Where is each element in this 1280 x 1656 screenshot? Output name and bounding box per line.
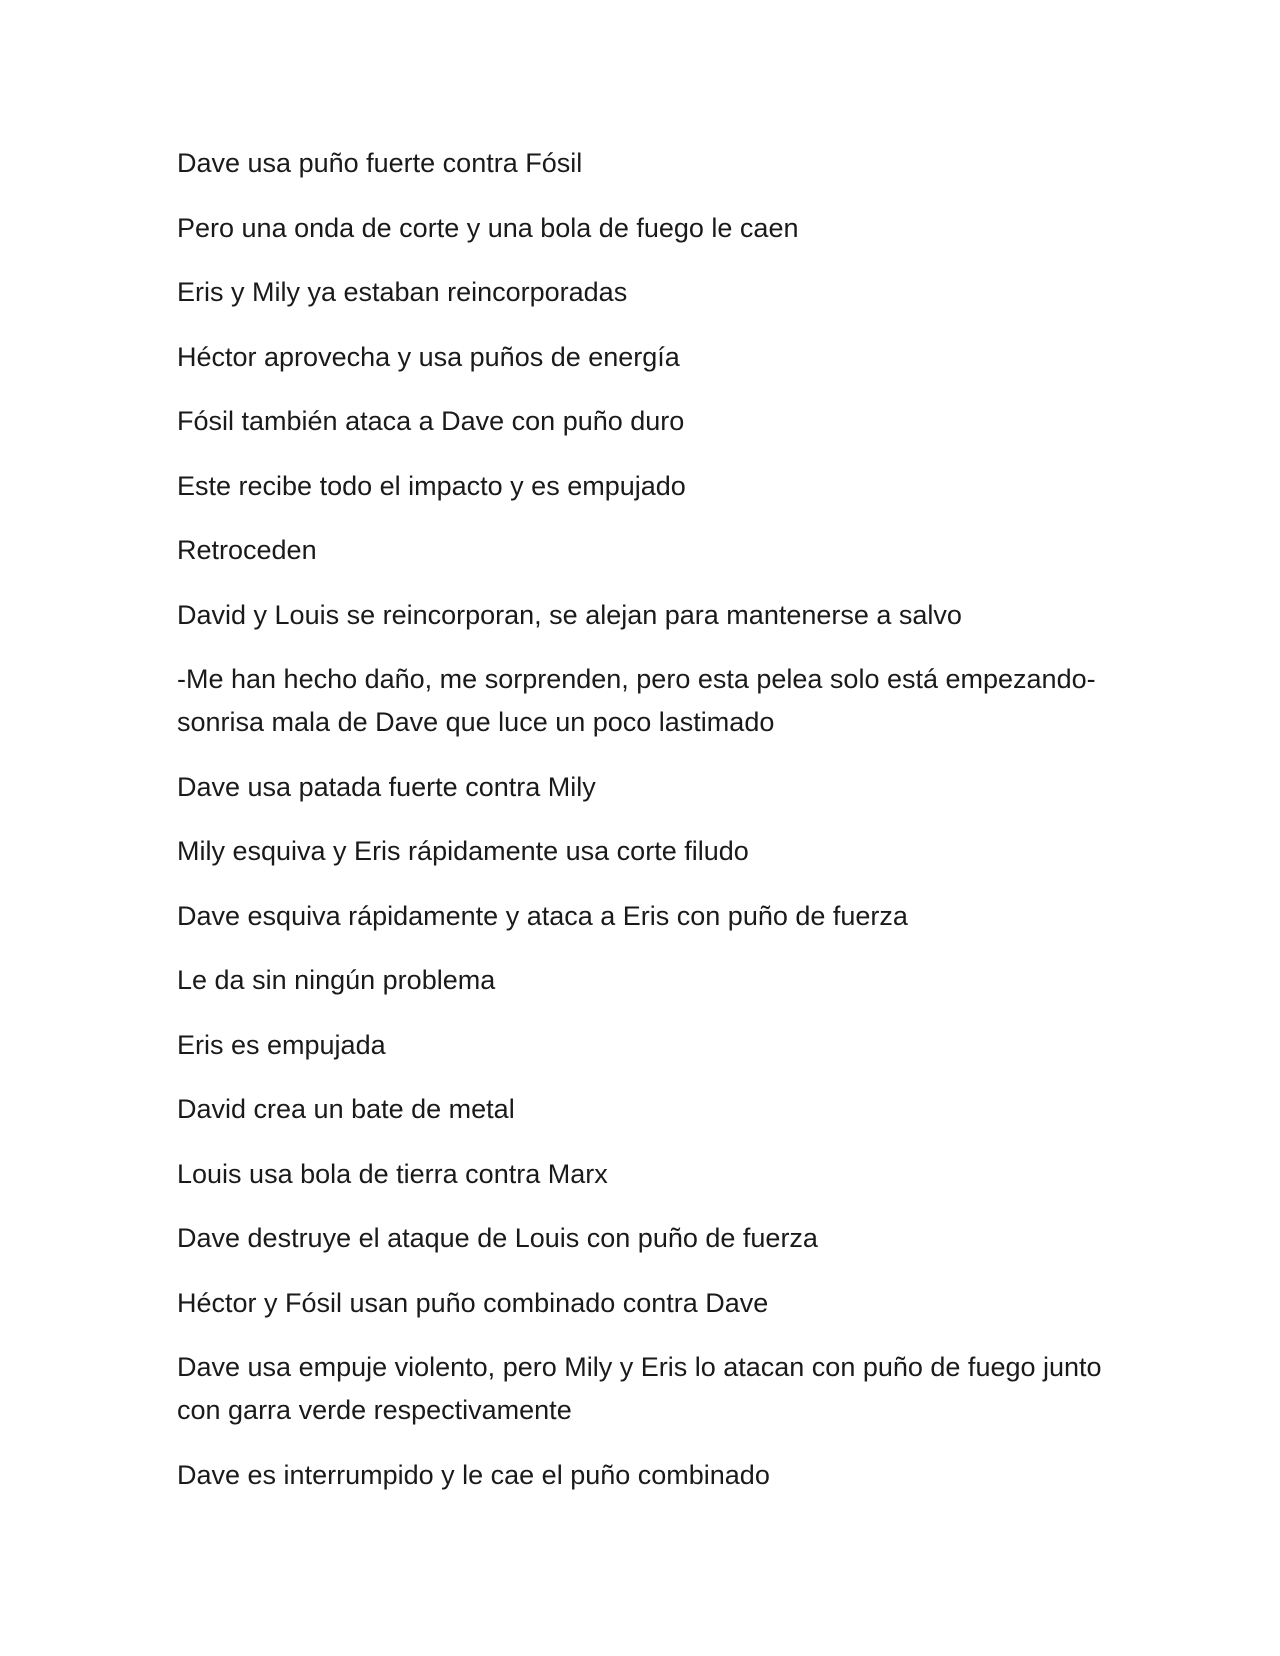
paragraph-4: Héctor aprovecha y usa puños de energía <box>177 341 680 372</box>
paragraph-8: David y Louis se reincorporan, se alejan para mantenerse a salvo <box>177 599 962 630</box>
paragraph-18: Héctor y Fósil usan puño combinado contra Dave <box>177 1287 769 1318</box>
paragraph-3: Eris y Mily ya estaban reincorporadas <box>177 277 628 307</box>
paragraph-10: Dave usa patada fuerte contra Mily <box>177 771 596 802</box>
paragraph-13: Le da sin ningún problema <box>177 965 496 995</box>
paragraph-2: Pero una onda de corte y una bola de fuego le caen <box>177 212 799 243</box>
paragraph-12: Dave esquiva rápidamente y ataca a Eris con puño de fuerza <box>177 900 908 931</box>
paragraph-15: David crea un bate de metal <box>177 1094 515 1124</box>
paragraph-11: Mily esquiva y Eris rápidamente usa corte filudo <box>177 836 749 866</box>
paragraph-14: Eris es empujada <box>177 1029 386 1060</box>
paragraph-7: Retroceden <box>177 535 317 565</box>
paragraph-16: Louis usa bola de tierra contra Marx <box>177 1158 608 1189</box>
paragraph-6: Este recibe todo el impacto y es empujado <box>177 470 686 501</box>
paragraph-9: -Me han hecho daño, me sorprenden, pero esta pelea solo está empezando- sonrisa mala de Dave que luce un poco lastimado <box>177 664 1096 737</box>
paragraph-17: Dave destruye el ataque de Louis con puño de fuerza <box>177 1223 818 1253</box>
paragraph-5: Fósil también ataca a Dave con puño duro <box>177 406 685 436</box>
paragraph-19: Dave usa empuje violento, pero Mily y Eris lo atacan con puño de fuego junto con garra verde respectivamente <box>177 1352 1102 1425</box>
paragraph-1: Dave usa puño fuerte contra Fósil <box>177 148 583 178</box>
paragraph-20: Dave es interrumpido y le cae el puño combinado <box>177 1459 770 1490</box>
